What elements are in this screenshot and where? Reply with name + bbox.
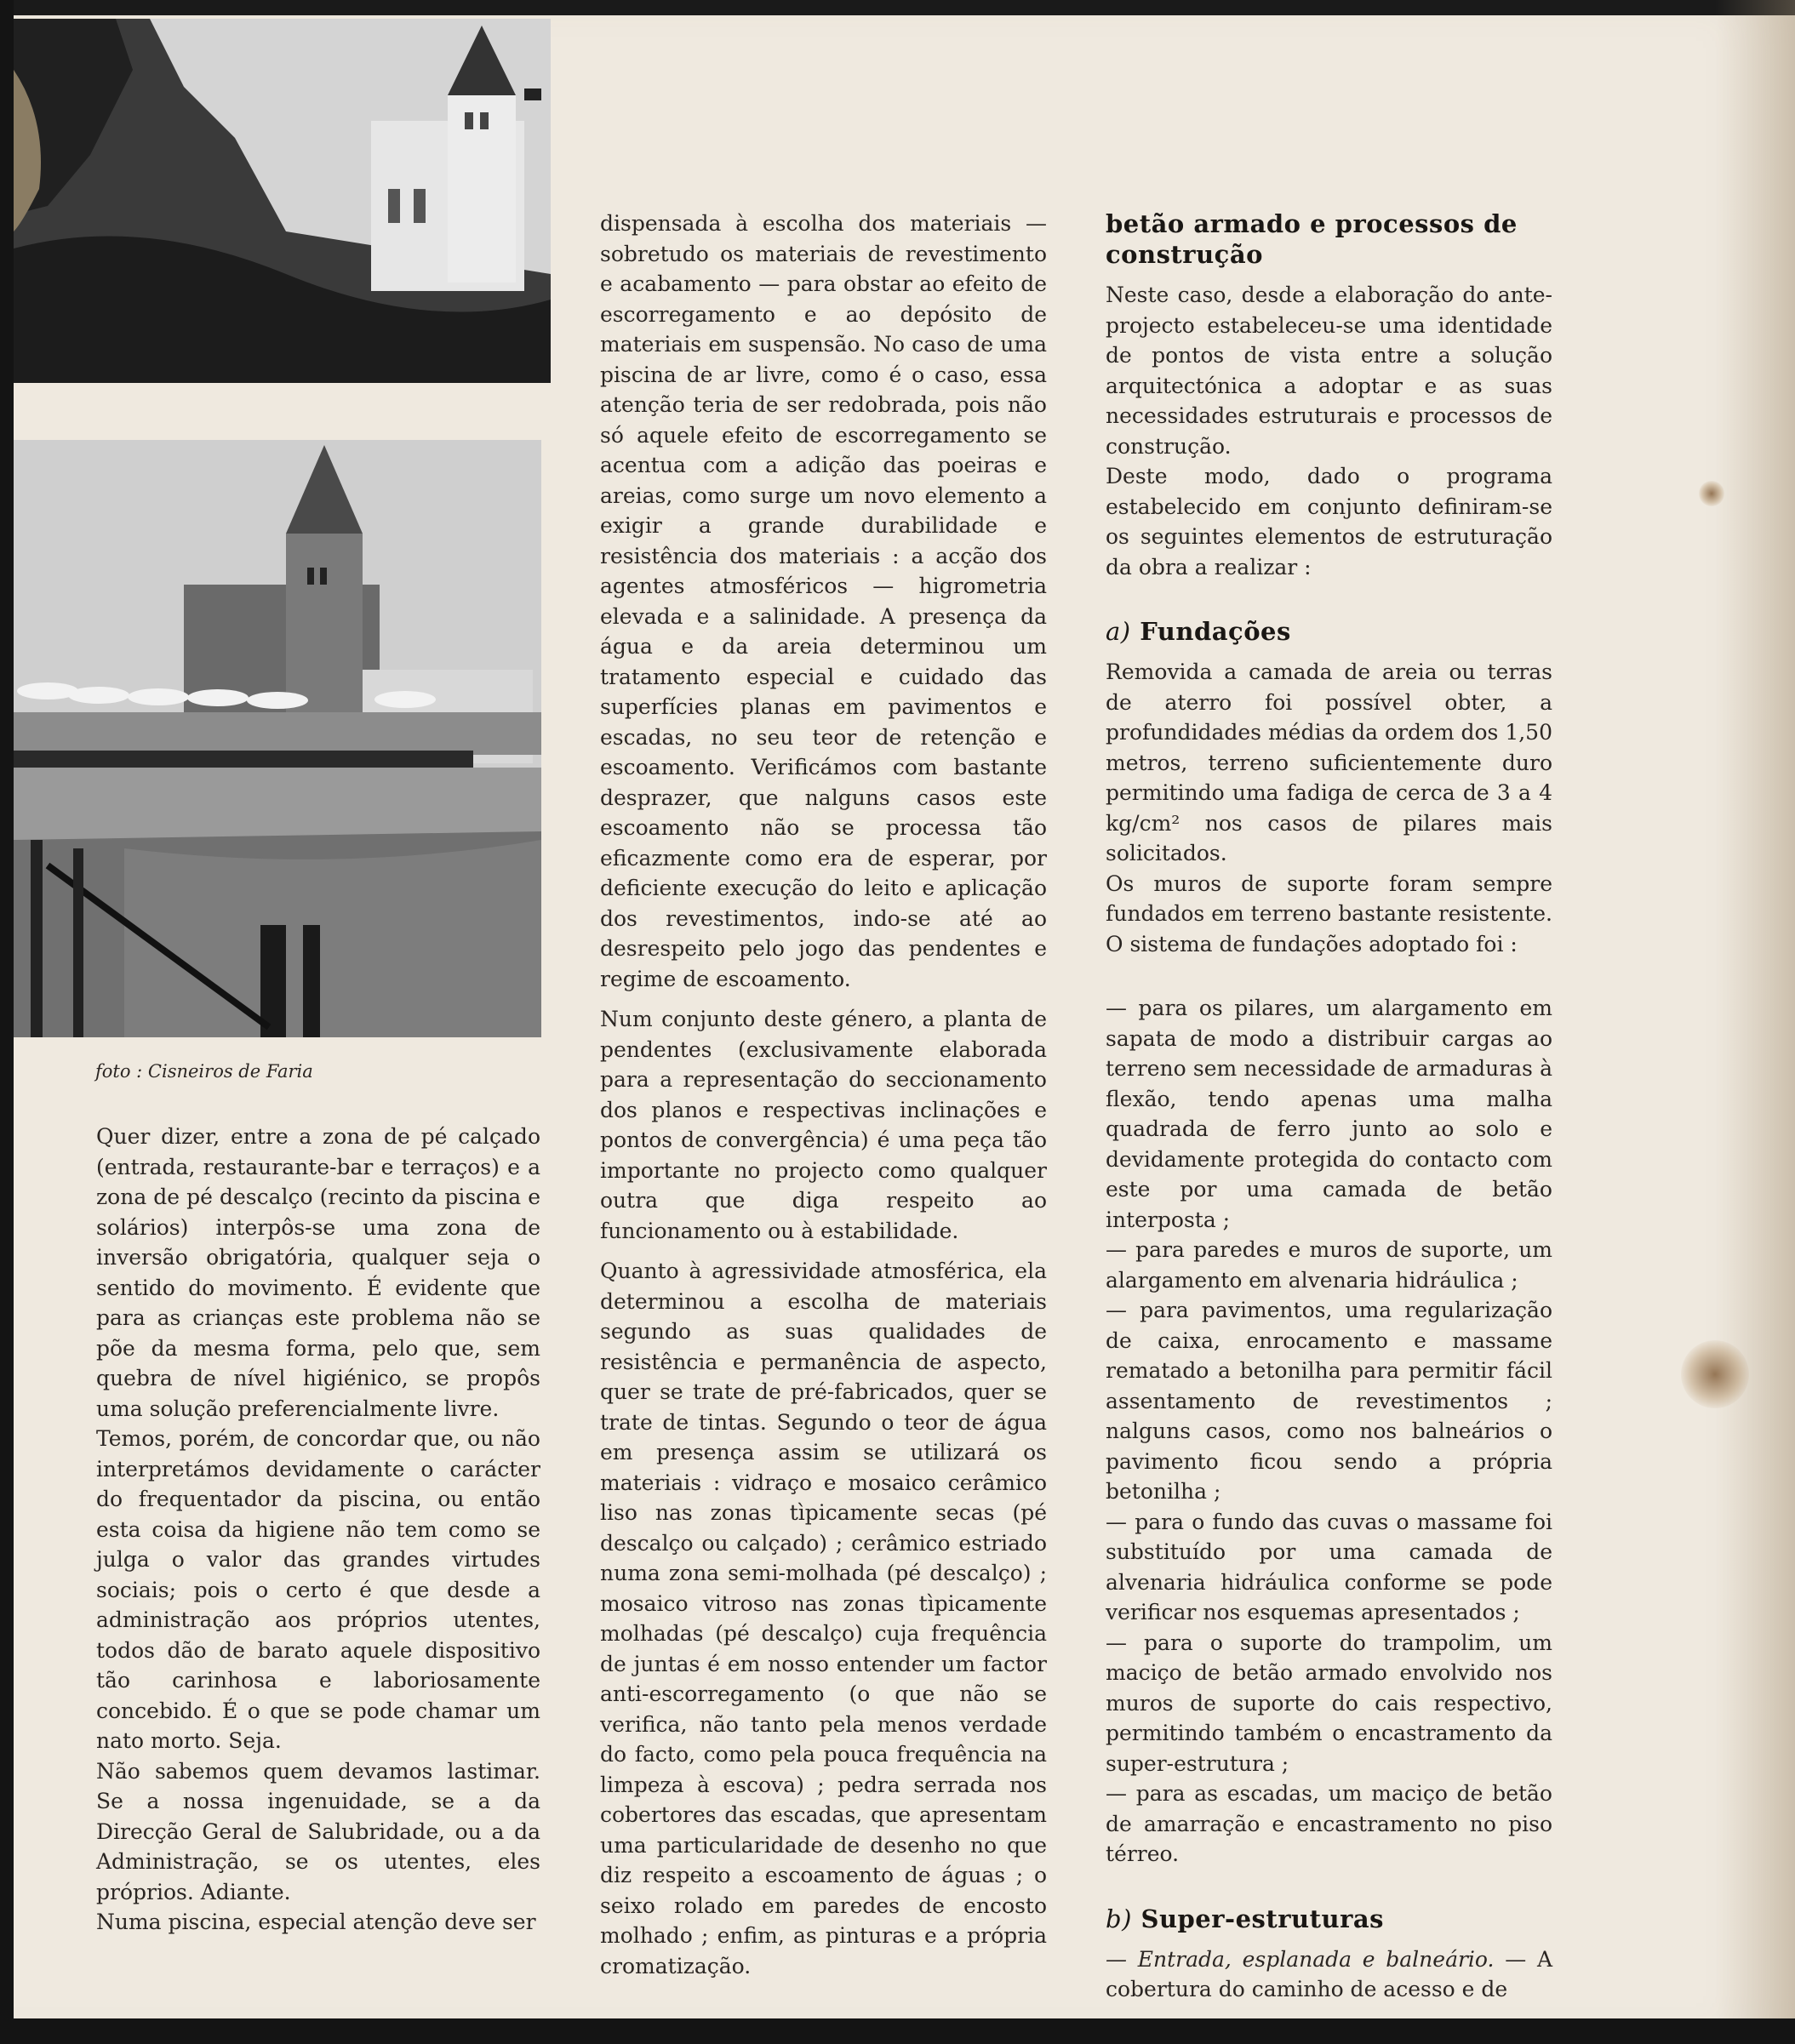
col3-list-item-5: — para o suporte do trampolim, um maciço de betão armado envolvido nos muros de suporte do cais respectivo, permitindo também o encastramento da super-estrutura ; bbox=[1106, 1630, 1552, 1776]
section-a-title: Fundações bbox=[1140, 617, 1291, 646]
section-a-heading bbox=[1106, 616, 1552, 647]
section-b-heading bbox=[1106, 1904, 1552, 1934]
section-b-letter: b) bbox=[1106, 1904, 1132, 1933]
scan-border-top bbox=[0, 0, 1795, 15]
page-fold-shadow bbox=[1715, 0, 1795, 2044]
col1-paragraph-3: Não sabemos quem devamos lastimar. Se a nossa ingenuidade, se a da Direcção Geral de Salubridade, ou a da Administração, se os utentes, eles próprios. Adiante. bbox=[96, 1758, 540, 1904]
col3-list-item-4: — para o fundo das cuvas o massame foi substituído por uma camada de alvenaria hidráulica conforme se pode verificar nos esquemas apresentados ; bbox=[1106, 1509, 1552, 1624]
section-a-letter: a) bbox=[1106, 617, 1131, 646]
scan-border-bottom bbox=[0, 2018, 1795, 2044]
text-column-2 bbox=[600, 208, 1047, 1981]
text-column-3 bbox=[1106, 208, 1552, 2005]
text-column-1 bbox=[96, 1122, 540, 1938]
col1-paragraph-1: Quer dizer, entre a zona de pé calçado (entrada, restaurante-bar e terraços) e a zona de pé descalço (recinto da piscina e solários) interpôs-se uma zona de inversão obrigatória, qualquer seja o sentido do movimento. É evidente que para as crianças este problema não se põe da mesma forma, pelo que, sem quebra de nível higiénico, se propôs uma solução preferencialmente livre. bbox=[96, 1124, 540, 1421]
photo-tower-hill bbox=[14, 19, 551, 383]
col1-paragraph-2: Temos, porém, de concordar que, ou não interpretámos devidamente o carácter do frequentador da piscina, ou então esta coisa da higiene não tem como se julga o valor das grandes virtudes sociais; pois o certo é que desde a administração aos próprios utentes, todos dão de barato aquele dispositivo tão carinhosa e laboriosamente concebido. É o que se pode chamar um nato morto. Seja. bbox=[96, 1426, 540, 1753]
paper-stain bbox=[1681, 1340, 1749, 1408]
col3-b-italic: — Entrada, esplanada e balneário. bbox=[1106, 1946, 1495, 1972]
col3-list-item-6: — para as escadas, um maciço de betão de amarração e encastramento no piso térreo. bbox=[1106, 1781, 1552, 1866]
col3-list-item-3: — para pavimentos, uma regularização de caixa, enrocamento e massame rematado a betonilha para permitir fácil assentamento de revestimentos ; nalguns casos, como nos balneários o pavimento ficou sendo a própria betonilha ; bbox=[1106, 1298, 1552, 1504]
paper-stain-small bbox=[1699, 481, 1724, 506]
col3-a-paragraph-1: Removida a camada de areia ou terras de aterro foi possível obter, a profundidades médias da ordem dos 1,50 metros, terreno suficientemente duro permitindo uma fadiga de cerca de 3 a 4 kg/cm² nos casos de pilares mais solicitados. bbox=[1106, 659, 1552, 865]
col2-paragraph-2: Num conjunto deste género, a planta de pendentes (exclusivamente elaborada para a representação do seccionamento dos planos e respectivas inclinações e pontos de convergência) é uma peça tão importante no projecto como qualquer outra que diga respeito ao funcionamento ou à estabilidade. bbox=[600, 1007, 1047, 1243]
col3-intro-1: Neste caso, desde a elaboração do ante-projecto estabeleceu-se uma identidade de pontos de vista entre a solução arquitectónica a adoptar e as suas necessidades estruturais e processos de construção. bbox=[1106, 283, 1552, 459]
col3-b-paragraph bbox=[1106, 1944, 1552, 2005]
col1-paragraph-4: Numa piscina, especial atenção deve ser bbox=[96, 1910, 536, 1934]
col3-a-paragraph-2: Os muros de suporte foram sempre fundados em terreno bastante resistente. bbox=[1106, 871, 1552, 926]
col3-intro-2: Deste modo, dado o programa estabelecido em conjunto definiram-se os seguintes elementos de estruturação da obra a realizar : bbox=[1106, 464, 1552, 580]
photo-caption: foto : Cisneiros de Faria bbox=[95, 1061, 313, 1082]
col2-paragraph-1: dispensada à escolha dos materiais — sobretudo os materiais de revestimento e acabamento — para obstar ao efeito de escorregamento e ao depósito de materiais em suspensão. No caso de uma piscina de ar livre, como é o caso, essa atenção teria de ser redobrada, pois não só aquele efeito de escorregamento se acentua com a adição das poeiras e areias, como surge um novo elemento a exigir a grande durabilidade e resistência dos materiais : a acção dos agentes atmosféricos — higrometria elevada e a salinidade. A presença da água e da areia determinou um tratamento especial e cuidado das superfícies planas em pavimentos e escadas, no seu teor de retenção e escoamento. Verificámos com bastante desprazer, que nalguns casos este escoamento não se processa tão eficazmente como era de esperar, por deficiente execução do leito e aplicação dos revestimentos, indo-se até ao desrespeito pelo jogo das pendentes e regime de escoamento. bbox=[600, 211, 1047, 991]
scan-border-left bbox=[0, 0, 14, 2044]
col3-list-item-2: — para paredes e muros de suporte, um alargamento em alvenaria hidráulica ; bbox=[1106, 1237, 1552, 1293]
section-heading: betão armado e processos de construção bbox=[1106, 209, 1518, 269]
photo-pool-tower-drawing bbox=[14, 440, 541, 1037]
photo-pool-tower bbox=[14, 440, 541, 1037]
section-b-title: Super-estruturas bbox=[1140, 1904, 1384, 1933]
col3-a-paragraph-3: O sistema de fundações adoptado foi : bbox=[1106, 931, 1518, 956]
col3-b-text: — A cobertura do caminho de acesso e de bbox=[1106, 1946, 1552, 2001]
col3-list-item-1: — para os pilares, um alargamento em sapata de modo a distribuir cargas ao terreno sem necessidade de armaduras à flexão, tendo apenas uma malha quadrada de ferro junto ao solo e devidamente protegida do contacto com este por uma camada de betão interposta ; bbox=[1106, 996, 1552, 1232]
photo-tower-hill-drawing bbox=[14, 19, 551, 383]
col2-paragraph-3: Quanto à agressividade atmosférica, ela determinou a escolha de materiais segundo as suas qualidades de resistência e permanência de aspecto, quer se trate de pré-fabricados, quer se trate de tintas. Segundo o teor de água em presença assim se utilizará os materiais : vidraço e mosaico cerâmico liso nas zonas tìpicamente secas (pé descalço ou calçado) ; cerâmico estriado numa zona semi-molhada (pé descalço) ; mosaico vitroso nas zonas tìpicamente molhadas (pé descalço) cuja frequência de juntas é em nosso entender um factor anti-escorregamento (o que não se verifica, não tanto pela menos verdade do facto, como pela pouca frequência na limpeza à escova) ; pedra serrada nos cobertores das escadas, que apresentam uma particularidade de desenho no que diz respeito a escoamento de águas ; o seixo rolado em paredes de encosto molhado ; enfim, as pinturas e a própria cromatização. bbox=[600, 1259, 1047, 1978]
